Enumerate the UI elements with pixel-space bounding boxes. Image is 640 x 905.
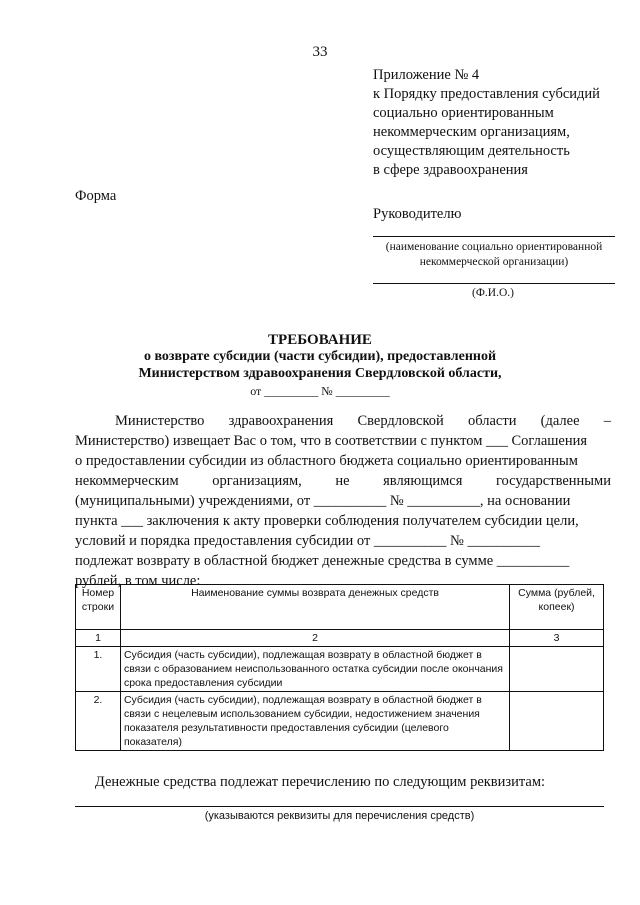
body-line bbox=[75, 471, 611, 491]
body-line: Министерство) извещает Вас о том, что в соответствии с пунктом ___ Соглашения bbox=[75, 433, 588, 449]
fio-line bbox=[373, 283, 615, 284]
word: не bbox=[335, 473, 350, 489]
header-cell: Номер строки bbox=[76, 585, 121, 630]
word: организациям, bbox=[212, 473, 302, 489]
table-index-row bbox=[76, 630, 604, 647]
title-subline: Министерством здравоохранения Свердловской области, bbox=[138, 366, 502, 381]
requisites-line bbox=[75, 806, 604, 807]
word: являющимся bbox=[383, 473, 463, 489]
word: (далее bbox=[540, 413, 580, 429]
body-line: пункта ___ заключения к акту проверки соблюдения получателем субсидии цели, bbox=[75, 513, 579, 529]
row-number: 2. bbox=[76, 692, 121, 751]
row-text: Субсидия (часть субсидии), подлежащая возврату в областной бюджет в связи с образованием неиспользованного остатка субсидии после окончания срока предоставления субсидии bbox=[120, 647, 509, 692]
header-cell: Сумма (рублей, копеек) bbox=[510, 585, 604, 630]
refund-table bbox=[75, 584, 604, 751]
title-date-number: от _________ № _________ bbox=[250, 384, 390, 398]
table-row bbox=[76, 692, 604, 751]
body-line: условий и порядка предоставления субсидии от __________ № __________ bbox=[75, 533, 541, 549]
index-cell: 2 bbox=[120, 630, 509, 647]
appendix-line: к Порядку предоставления субсидий bbox=[373, 86, 600, 102]
body-line: (муниципальными) учреждениями, от __________ № __________, на основании bbox=[75, 493, 571, 509]
form-label: Форма bbox=[75, 188, 117, 204]
word: Министерство bbox=[115, 413, 205, 429]
table-row bbox=[76, 647, 604, 692]
body-line bbox=[75, 411, 611, 431]
index-cell: 1 bbox=[76, 630, 121, 647]
requisites-note: (указываются реквизиты для перечисления средств) bbox=[204, 810, 475, 822]
row-sum bbox=[510, 692, 604, 751]
org-note-line: некоммерческой организации) bbox=[419, 256, 569, 268]
row-number: 1. bbox=[76, 647, 121, 692]
org-name-note bbox=[368, 240, 620, 270]
body-paragraph bbox=[75, 411, 611, 591]
header-cell: Наименование суммы возврата денежных средств bbox=[120, 585, 509, 630]
word: Свердловской bbox=[357, 413, 444, 429]
word: области bbox=[467, 413, 517, 429]
word: здравоохранения bbox=[228, 413, 334, 429]
row-text: Субсидия (часть субсидии), подлежащая возврату в областной бюджет в связи с нецелевым использованием субсидии, недостижением значения показателя результативности предоставления субсидии (целевого показателя) bbox=[120, 692, 509, 751]
row-sum bbox=[510, 647, 604, 692]
requisites-intro: Денежные средства подлежат перечислению по следующим реквизитам: bbox=[94, 774, 546, 790]
appendix-line: в сфере здравоохранения bbox=[373, 162, 528, 178]
appendix-header bbox=[373, 66, 633, 180]
document-title: ТРЕБОВАНИЕ bbox=[268, 332, 372, 348]
addressee-label: Руководителю bbox=[373, 206, 462, 222]
appendix-line: осуществляющим деятельность bbox=[373, 143, 570, 159]
body-line: подлежат возврату в областной бюджет денежные средства в сумме __________ bbox=[75, 553, 570, 569]
body-line: рублей, в том числе: bbox=[75, 573, 201, 589]
org-note-line: (наименование социально ориентированной bbox=[385, 241, 603, 253]
table-header-row bbox=[76, 585, 604, 630]
appendix-line: социально ориентированным bbox=[373, 105, 554, 121]
index-cell: 3 bbox=[510, 630, 604, 647]
body-line: о предоставлении субсидии из областного бюджета социально ориентированным bbox=[75, 453, 578, 469]
fio-note: (Ф.И.О.) bbox=[472, 287, 514, 299]
appendix-line: некоммерческим организациям, bbox=[373, 124, 570, 140]
word: некоммерческим bbox=[75, 473, 179, 489]
title-subline: о возврате субсидии (части субсидии), предоставленной bbox=[143, 349, 497, 364]
page-number: 33 bbox=[312, 44, 328, 60]
word: – bbox=[603, 413, 611, 429]
appendix-line: Приложение № 4 bbox=[373, 67, 480, 83]
word: государственными bbox=[495, 473, 611, 489]
org-name-line bbox=[373, 236, 615, 237]
